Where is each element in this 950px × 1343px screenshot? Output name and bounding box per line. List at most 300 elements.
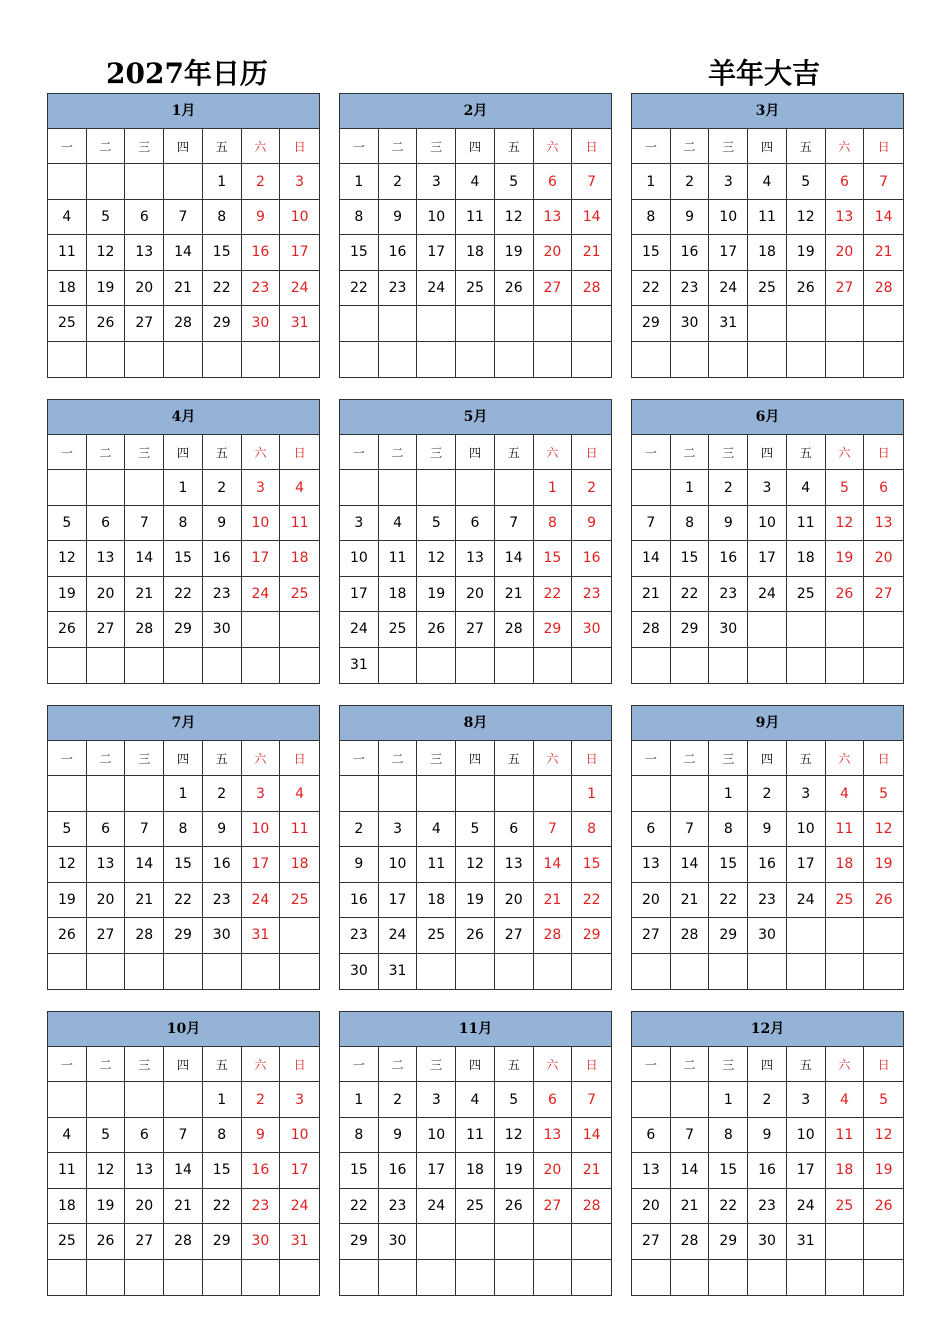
- empty-cell: [340, 342, 379, 377]
- empty-cell: [572, 1260, 611, 1295]
- empty-cell: [826, 954, 865, 989]
- day-cell: 11: [456, 1118, 495, 1153]
- day-cell: 4: [787, 470, 826, 505]
- month-header: 9月: [632, 706, 903, 741]
- day-cell: 14: [164, 235, 203, 270]
- day-cell: 7: [534, 812, 573, 847]
- day-cell: 31: [280, 1224, 319, 1259]
- day-cell: 10: [787, 812, 826, 847]
- day-cell: 3: [242, 470, 281, 505]
- day-cell: 11: [379, 541, 418, 576]
- empty-cell: [203, 342, 242, 377]
- day-cell: 20: [456, 577, 495, 612]
- day-cell: 15: [340, 1153, 379, 1188]
- day-cell: 25: [48, 306, 87, 341]
- day-grid: [632, 129, 903, 377]
- day-cell: 20: [87, 577, 126, 612]
- day-cell: 27: [495, 918, 534, 953]
- empty-cell: [671, 1082, 710, 1117]
- day-cell: 27: [125, 306, 164, 341]
- day-cell: 29: [164, 612, 203, 647]
- day-cell: 10: [242, 506, 281, 541]
- day-cell: 30: [203, 918, 242, 953]
- day-cell: 22: [203, 1189, 242, 1224]
- day-cell: 11: [787, 506, 826, 541]
- day-cell: 12: [48, 847, 87, 882]
- day-cell: 1: [340, 1082, 379, 1117]
- day-cell: 14: [572, 200, 611, 235]
- day-cell: 27: [632, 1224, 671, 1259]
- month-header: 12月: [632, 1012, 903, 1047]
- weekday-label: 一: [340, 741, 379, 776]
- day-cell: 11: [48, 1153, 87, 1188]
- day-cell: 17: [242, 847, 281, 882]
- day-cell: 24: [787, 1189, 826, 1224]
- weekday-label: 一: [340, 435, 379, 470]
- day-cell: 9: [709, 506, 748, 541]
- empty-cell: [864, 648, 903, 683]
- day-cell: 21: [164, 1189, 203, 1224]
- day-cell: 29: [164, 918, 203, 953]
- weekday-label: 日: [864, 129, 903, 164]
- weekday-label: 三: [125, 741, 164, 776]
- empty-cell: [164, 1082, 203, 1117]
- day-cell: 26: [495, 1189, 534, 1224]
- empty-cell: [864, 1260, 903, 1295]
- day-cell: 20: [826, 235, 865, 270]
- day-cell: 28: [125, 918, 164, 953]
- day-cell: 23: [572, 577, 611, 612]
- empty-cell: [48, 776, 87, 811]
- day-cell: 16: [242, 1153, 281, 1188]
- empty-cell: [534, 648, 573, 683]
- empty-cell: [864, 1224, 903, 1259]
- empty-cell: [826, 1224, 865, 1259]
- weekday-label: 三: [709, 129, 748, 164]
- weekday-label: 六: [242, 1047, 281, 1082]
- day-cell: 3: [340, 506, 379, 541]
- day-cell: 11: [826, 1118, 865, 1153]
- weekday-label: 二: [671, 435, 710, 470]
- day-cell: 2: [203, 776, 242, 811]
- day-cell: 18: [787, 541, 826, 576]
- empty-cell: [864, 954, 903, 989]
- day-cell: 1: [632, 164, 671, 199]
- empty-cell: [417, 954, 456, 989]
- day-cell: 3: [242, 776, 281, 811]
- empty-cell: [242, 342, 281, 377]
- month-block: [339, 1011, 612, 1296]
- day-cell: 20: [534, 1153, 573, 1188]
- empty-cell: [632, 342, 671, 377]
- empty-cell: [671, 954, 710, 989]
- weekday-label: 五: [203, 129, 242, 164]
- month-block: [631, 93, 904, 378]
- day-cell: 16: [379, 1153, 418, 1188]
- day-cell: 21: [164, 271, 203, 306]
- day-cell: 19: [87, 271, 126, 306]
- empty-cell: [632, 1260, 671, 1295]
- day-cell: 14: [164, 1153, 203, 1188]
- day-cell: 6: [125, 1118, 164, 1153]
- day-cell: 9: [242, 200, 281, 235]
- day-cell: 9: [748, 1118, 787, 1153]
- day-cell: 5: [48, 506, 87, 541]
- day-cell: 21: [671, 1189, 710, 1224]
- empty-cell: [787, 1260, 826, 1295]
- day-cell: 15: [340, 235, 379, 270]
- day-cell: 1: [164, 470, 203, 505]
- month-header: 3月: [632, 94, 903, 129]
- day-cell: 27: [456, 612, 495, 647]
- empty-cell: [125, 164, 164, 199]
- empty-cell: [632, 1082, 671, 1117]
- day-cell: 10: [417, 1118, 456, 1153]
- weekday-label: 五: [787, 129, 826, 164]
- day-cell: 27: [534, 271, 573, 306]
- day-cell: 16: [572, 541, 611, 576]
- day-cell: 26: [48, 918, 87, 953]
- day-cell: 8: [709, 812, 748, 847]
- day-cell: 15: [671, 541, 710, 576]
- day-cell: 20: [125, 1189, 164, 1224]
- empty-cell: [164, 342, 203, 377]
- empty-cell: [340, 306, 379, 341]
- weekday-label: 六: [242, 741, 281, 776]
- day-cell: 16: [340, 883, 379, 918]
- day-cell: 30: [242, 1224, 281, 1259]
- weekday-label: 五: [203, 1047, 242, 1082]
- empty-cell: [864, 342, 903, 377]
- day-cell: 18: [456, 1153, 495, 1188]
- day-cell: 4: [417, 812, 456, 847]
- weekday-label: 四: [164, 1047, 203, 1082]
- empty-cell: [495, 470, 534, 505]
- day-cell: 6: [534, 164, 573, 199]
- day-cell: 9: [572, 506, 611, 541]
- day-cell: 10: [787, 1118, 826, 1153]
- month-block: [339, 93, 612, 378]
- empty-cell: [709, 1260, 748, 1295]
- day-cell: 22: [164, 577, 203, 612]
- day-cell: 15: [164, 541, 203, 576]
- day-cell: 2: [379, 164, 418, 199]
- day-cell: 10: [379, 847, 418, 882]
- month-block: [631, 1011, 904, 1296]
- empty-cell: [456, 1224, 495, 1259]
- empty-cell: [87, 470, 126, 505]
- day-cell: 26: [87, 1224, 126, 1259]
- empty-cell: [495, 306, 534, 341]
- day-cell: 12: [495, 1118, 534, 1153]
- empty-cell: [87, 648, 126, 683]
- empty-cell: [456, 306, 495, 341]
- day-cell: 12: [417, 541, 456, 576]
- weekday-label: 一: [340, 1047, 379, 1082]
- day-cell: 4: [280, 776, 319, 811]
- day-cell: 11: [280, 506, 319, 541]
- day-cell: 27: [826, 271, 865, 306]
- weekday-label: 一: [340, 129, 379, 164]
- empty-cell: [572, 342, 611, 377]
- empty-cell: [87, 776, 126, 811]
- weekday-label: 一: [48, 741, 87, 776]
- day-grid: [632, 1047, 903, 1295]
- weekday-label: 五: [203, 435, 242, 470]
- day-cell: 7: [572, 1082, 611, 1117]
- empty-cell: [826, 306, 865, 341]
- day-cell: 17: [417, 235, 456, 270]
- day-cell: 15: [164, 847, 203, 882]
- day-cell: 17: [340, 577, 379, 612]
- weekday-label: 四: [456, 129, 495, 164]
- day-cell: 7: [164, 200, 203, 235]
- day-cell: 30: [340, 954, 379, 989]
- day-cell: 20: [495, 883, 534, 918]
- month-header: 5月: [340, 400, 611, 435]
- empty-cell: [572, 1224, 611, 1259]
- day-cell: 7: [864, 164, 903, 199]
- weekday-label: 四: [748, 129, 787, 164]
- weekday-label: 二: [87, 129, 126, 164]
- month-header: 1月: [48, 94, 319, 129]
- empty-cell: [495, 776, 534, 811]
- day-cell: 23: [379, 271, 418, 306]
- day-cell: 14: [671, 847, 710, 882]
- weekday-label: 三: [125, 1047, 164, 1082]
- empty-cell: [709, 954, 748, 989]
- day-cell: 18: [48, 271, 87, 306]
- day-cell: 2: [242, 1082, 281, 1117]
- day-cell: 22: [340, 1189, 379, 1224]
- empty-cell: [417, 776, 456, 811]
- weekday-label: 六: [826, 1047, 865, 1082]
- day-cell: 12: [787, 200, 826, 235]
- day-cell: 21: [632, 577, 671, 612]
- empty-cell: [417, 470, 456, 505]
- month-header: 6月: [632, 400, 903, 435]
- day-cell: 1: [164, 776, 203, 811]
- day-cell: 4: [48, 1118, 87, 1153]
- day-cell: 17: [787, 847, 826, 882]
- day-cell: 20: [534, 235, 573, 270]
- day-cell: 27: [534, 1189, 573, 1224]
- day-cell: 29: [632, 306, 671, 341]
- day-cell: 4: [280, 470, 319, 505]
- day-cell: 8: [164, 812, 203, 847]
- empty-cell: [87, 164, 126, 199]
- weekday-label: 六: [826, 741, 865, 776]
- empty-cell: [280, 1260, 319, 1295]
- day-cell: 5: [495, 1082, 534, 1117]
- empty-cell: [87, 1260, 126, 1295]
- weekday-label: 一: [48, 435, 87, 470]
- day-cell: 5: [417, 506, 456, 541]
- weekday-label: 五: [495, 435, 534, 470]
- month-block: [47, 705, 320, 990]
- day-cell: 1: [534, 470, 573, 505]
- empty-cell: [203, 1260, 242, 1295]
- day-cell: 10: [280, 200, 319, 235]
- empty-cell: [379, 306, 418, 341]
- day-cell: 26: [456, 918, 495, 953]
- weekday-label: 日: [280, 741, 319, 776]
- day-cell: 14: [632, 541, 671, 576]
- day-cell: 29: [203, 1224, 242, 1259]
- day-cell: 11: [417, 847, 456, 882]
- empty-cell: [534, 1224, 573, 1259]
- day-cell: 30: [748, 918, 787, 953]
- day-cell: 20: [632, 1189, 671, 1224]
- day-cell: 13: [534, 1118, 573, 1153]
- day-cell: 5: [864, 1082, 903, 1117]
- day-cell: 1: [709, 1082, 748, 1117]
- weekday-label: 五: [203, 741, 242, 776]
- day-cell: 6: [495, 812, 534, 847]
- day-cell: 19: [48, 577, 87, 612]
- day-cell: 9: [203, 506, 242, 541]
- day-cell: 24: [280, 271, 319, 306]
- day-cell: 6: [632, 812, 671, 847]
- day-cell: 22: [203, 271, 242, 306]
- day-cell: 21: [125, 883, 164, 918]
- day-cell: 5: [495, 164, 534, 199]
- day-cell: 3: [417, 1082, 456, 1117]
- empty-cell: [572, 306, 611, 341]
- day-cell: 7: [572, 164, 611, 199]
- day-cell: 15: [709, 1153, 748, 1188]
- day-grid: [48, 741, 319, 989]
- day-cell: 3: [709, 164, 748, 199]
- weekday-label: 二: [379, 129, 418, 164]
- empty-cell: [671, 776, 710, 811]
- day-cell: 4: [826, 776, 865, 811]
- day-cell: 7: [632, 506, 671, 541]
- day-cell: 9: [748, 812, 787, 847]
- day-cell: 19: [495, 1153, 534, 1188]
- day-cell: 12: [48, 541, 87, 576]
- empty-cell: [787, 612, 826, 647]
- day-cell: 25: [826, 1189, 865, 1224]
- day-cell: 3: [280, 164, 319, 199]
- day-cell: 27: [87, 612, 126, 647]
- weekday-label: 二: [87, 435, 126, 470]
- day-cell: 12: [456, 847, 495, 882]
- month-header: 4月: [48, 400, 319, 435]
- day-cell: 24: [787, 883, 826, 918]
- day-cell: 2: [671, 164, 710, 199]
- empty-cell: [242, 1260, 281, 1295]
- weekday-label: 日: [280, 1047, 319, 1082]
- weekday-label: 四: [456, 435, 495, 470]
- day-cell: 14: [125, 847, 164, 882]
- day-cell: 25: [456, 271, 495, 306]
- empty-cell: [632, 648, 671, 683]
- day-cell: 17: [748, 541, 787, 576]
- day-cell: 2: [242, 164, 281, 199]
- day-cell: 1: [709, 776, 748, 811]
- day-cell: 21: [671, 883, 710, 918]
- day-cell: 26: [495, 271, 534, 306]
- weekday-label: 四: [748, 1047, 787, 1082]
- day-cell: 18: [456, 235, 495, 270]
- day-cell: 22: [164, 883, 203, 918]
- empty-cell: [417, 1224, 456, 1259]
- day-grid: [48, 129, 319, 377]
- day-cell: 24: [340, 612, 379, 647]
- weekday-label: 日: [864, 435, 903, 470]
- day-cell: 20: [87, 883, 126, 918]
- day-cell: 5: [87, 1118, 126, 1153]
- weekday-label: 一: [632, 435, 671, 470]
- day-grid: [632, 435, 903, 683]
- weekday-label: 四: [748, 435, 787, 470]
- day-cell: 13: [87, 847, 126, 882]
- empty-cell: [864, 918, 903, 953]
- empty-cell: [632, 470, 671, 505]
- day-cell: 13: [456, 541, 495, 576]
- month-header: 2月: [340, 94, 611, 129]
- day-cell: 9: [242, 1118, 281, 1153]
- day-cell: 4: [826, 1082, 865, 1117]
- weekday-label: 五: [495, 741, 534, 776]
- day-cell: 31: [242, 918, 281, 953]
- day-cell: 17: [417, 1153, 456, 1188]
- day-cell: 26: [826, 577, 865, 612]
- day-cell: 19: [826, 541, 865, 576]
- day-cell: 8: [534, 506, 573, 541]
- empty-cell: [534, 306, 573, 341]
- day-cell: 25: [748, 271, 787, 306]
- day-cell: 9: [379, 200, 418, 235]
- empty-cell: [125, 1260, 164, 1295]
- day-cell: 18: [826, 1153, 865, 1188]
- day-cell: 6: [864, 470, 903, 505]
- day-cell: 29: [203, 306, 242, 341]
- empty-cell: [456, 776, 495, 811]
- empty-cell: [417, 342, 456, 377]
- day-cell: 8: [632, 200, 671, 235]
- day-cell: 13: [632, 1153, 671, 1188]
- empty-cell: [534, 342, 573, 377]
- day-cell: 6: [534, 1082, 573, 1117]
- day-cell: 16: [748, 1153, 787, 1188]
- day-cell: 22: [709, 1189, 748, 1224]
- day-cell: 20: [125, 271, 164, 306]
- weekday-label: 日: [280, 435, 319, 470]
- day-cell: 18: [48, 1189, 87, 1224]
- day-cell: 21: [495, 577, 534, 612]
- day-cell: 29: [534, 612, 573, 647]
- day-cell: 11: [48, 235, 87, 270]
- empty-cell: [48, 954, 87, 989]
- weekday-label: 二: [87, 1047, 126, 1082]
- weekday-label: 日: [864, 741, 903, 776]
- day-cell: 26: [417, 612, 456, 647]
- day-cell: 28: [164, 306, 203, 341]
- empty-cell: [632, 776, 671, 811]
- day-cell: 26: [48, 612, 87, 647]
- month-block: [631, 399, 904, 684]
- weekday-label: 二: [379, 1047, 418, 1082]
- day-cell: 17: [787, 1153, 826, 1188]
- greeting-title: 羊年大吉: [708, 57, 821, 90]
- day-cell: 19: [495, 235, 534, 270]
- day-cell: 27: [87, 918, 126, 953]
- day-cell: 23: [242, 1189, 281, 1224]
- day-cell: 5: [787, 164, 826, 199]
- day-cell: 15: [632, 235, 671, 270]
